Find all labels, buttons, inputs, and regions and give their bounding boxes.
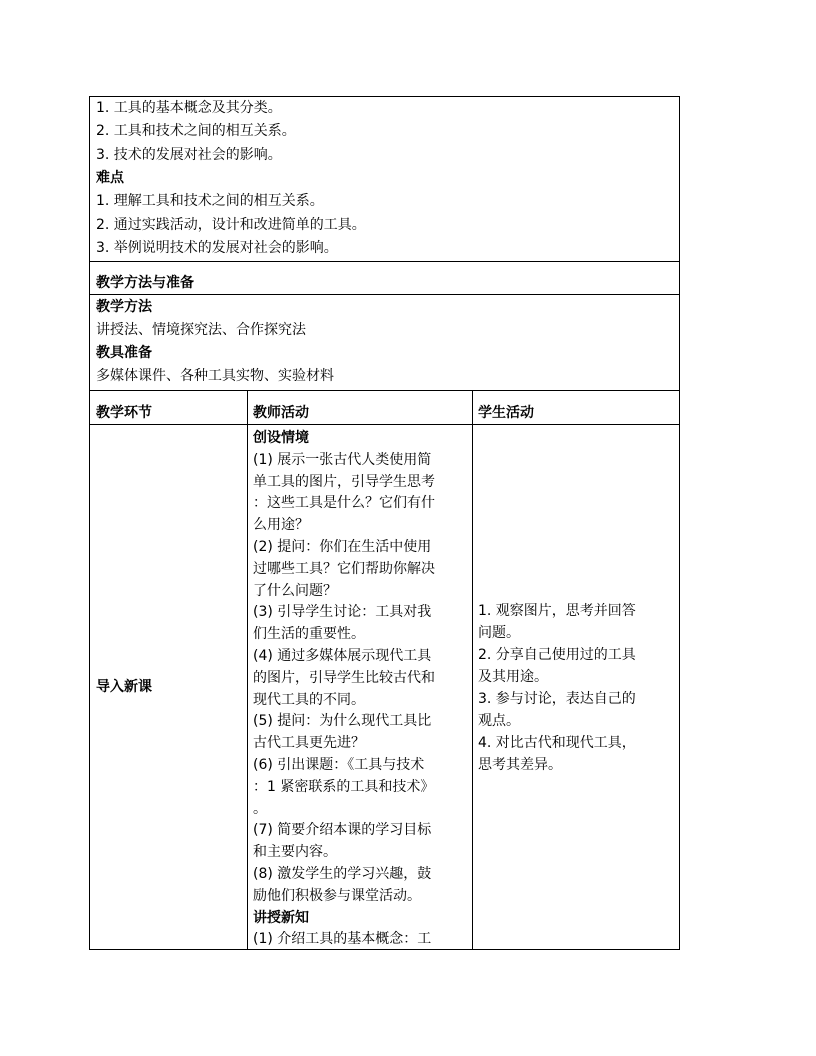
divider — [90, 390, 679, 391]
teacher-activity-line: 励他们积极参与课堂活动。 — [253, 887, 421, 904]
text-line: 2. 工具和技术之间的相互关系。 — [96, 123, 296, 140]
text-line: 1. 工具的基本概念及其分类。 — [96, 100, 282, 116]
column-divider — [247, 390, 248, 949]
student-activity-line: 1. 观察图片，思考并回答 — [478, 603, 636, 619]
text-line: 多媒体课件、各种工具实物、实验材料 — [96, 368, 334, 384]
text-line: 2. 通过实践活动，设计和改进简单的工具。 — [96, 216, 366, 233]
methods-header: 教学方法与准备 — [96, 275, 194, 291]
student-activity-line: 及其用途。 — [478, 669, 548, 685]
teacher-activity-line: 古代工具更先进？ — [253, 735, 365, 752]
text-line: 教具准备 — [96, 345, 152, 361]
teacher-activity-line: ：这些工具是什么？它们有什 — [253, 495, 435, 512]
student-activity-line: 观点。 — [478, 713, 520, 729]
student-activity-line: 3. 参与讨论，表达自己的 — [478, 691, 636, 707]
column-divider — [472, 390, 473, 949]
header-student-activity: 学生活动 — [478, 405, 534, 421]
teacher-activity-line: 。 — [253, 800, 267, 817]
student-activity-line: 4. 对比古代和现代工具， — [478, 735, 636, 751]
teacher-activity-line: 单工具的图片，引导学生思考 — [253, 473, 435, 490]
teacher-activity-line: (4) 通过多媒体展示现代工具 — [253, 648, 432, 664]
teacher-activity-line: 么用途？ — [253, 517, 309, 534]
header-stage: 教学环节 — [96, 405, 152, 421]
text-line: 讲授法、情境探究法、合作探究法 — [96, 322, 306, 338]
teacher-activity-line: (2) 提问：你们在生活中使用 — [253, 539, 432, 555]
teacher-activity-line: (1) 介绍工具的基本概念：工 — [253, 931, 432, 948]
teacher-activity-line: (1) 展示一张古代人类使用简 — [253, 451, 432, 468]
teacher-activity-line: 现代工具的不同。 — [253, 691, 365, 708]
teacher-activity-line: (5) 提问：为什么现代工具比 — [253, 713, 432, 730]
lesson-plan-table — [89, 96, 680, 950]
student-activity-line: 思考其差异。 — [478, 757, 562, 773]
teacher-activity-line: 创设情境 — [253, 430, 309, 446]
text-line: 1. 理解工具和技术之间的相互关系。 — [96, 193, 324, 210]
teacher-activity-line: 过哪些工具？它们帮助你解决 — [253, 560, 435, 577]
text-line: 3. 举例说明技术的发展对社会的影响。 — [96, 239, 338, 256]
stage-label: 导入新课 — [96, 679, 152, 695]
text-line: 难点 — [96, 169, 124, 186]
teacher-activity-line: 们生活的重要性。 — [253, 626, 365, 643]
teacher-activity-line: 和主要内容。 — [253, 844, 337, 861]
teacher-activity-line: 了什么问题？ — [253, 582, 337, 599]
student-activity-line: 2. 分享自己使用过的工具 — [478, 647, 636, 663]
student-activity-line: 问题。 — [478, 625, 520, 641]
teacher-activity-line: (7) 简要介绍本课的学习目标 — [253, 822, 432, 839]
text-line: 3. 技术的发展对社会的影响。 — [96, 146, 282, 163]
teacher-activity-line: 讲授新知 — [253, 909, 309, 926]
teacher-activity-line: (8) 激发学生的学习兴趣，鼓 — [253, 866, 432, 882]
text-line: 教学方法 — [96, 299, 152, 315]
teacher-activity-line: 的图片，引导学生比较古代和 — [253, 669, 435, 686]
divider — [90, 424, 679, 425]
teacher-activity-line: (3) 引导学生讨论：工具对我 — [253, 604, 432, 621]
teacher-activity-line: ：1 紧密联系的工具和技术》 — [253, 778, 435, 795]
teacher-activity-line: (6) 引出课题：《工具与技术 — [253, 757, 425, 773]
divider — [90, 294, 679, 295]
header-teacher-activity: 教师活动 — [253, 405, 309, 421]
divider — [90, 261, 679, 262]
